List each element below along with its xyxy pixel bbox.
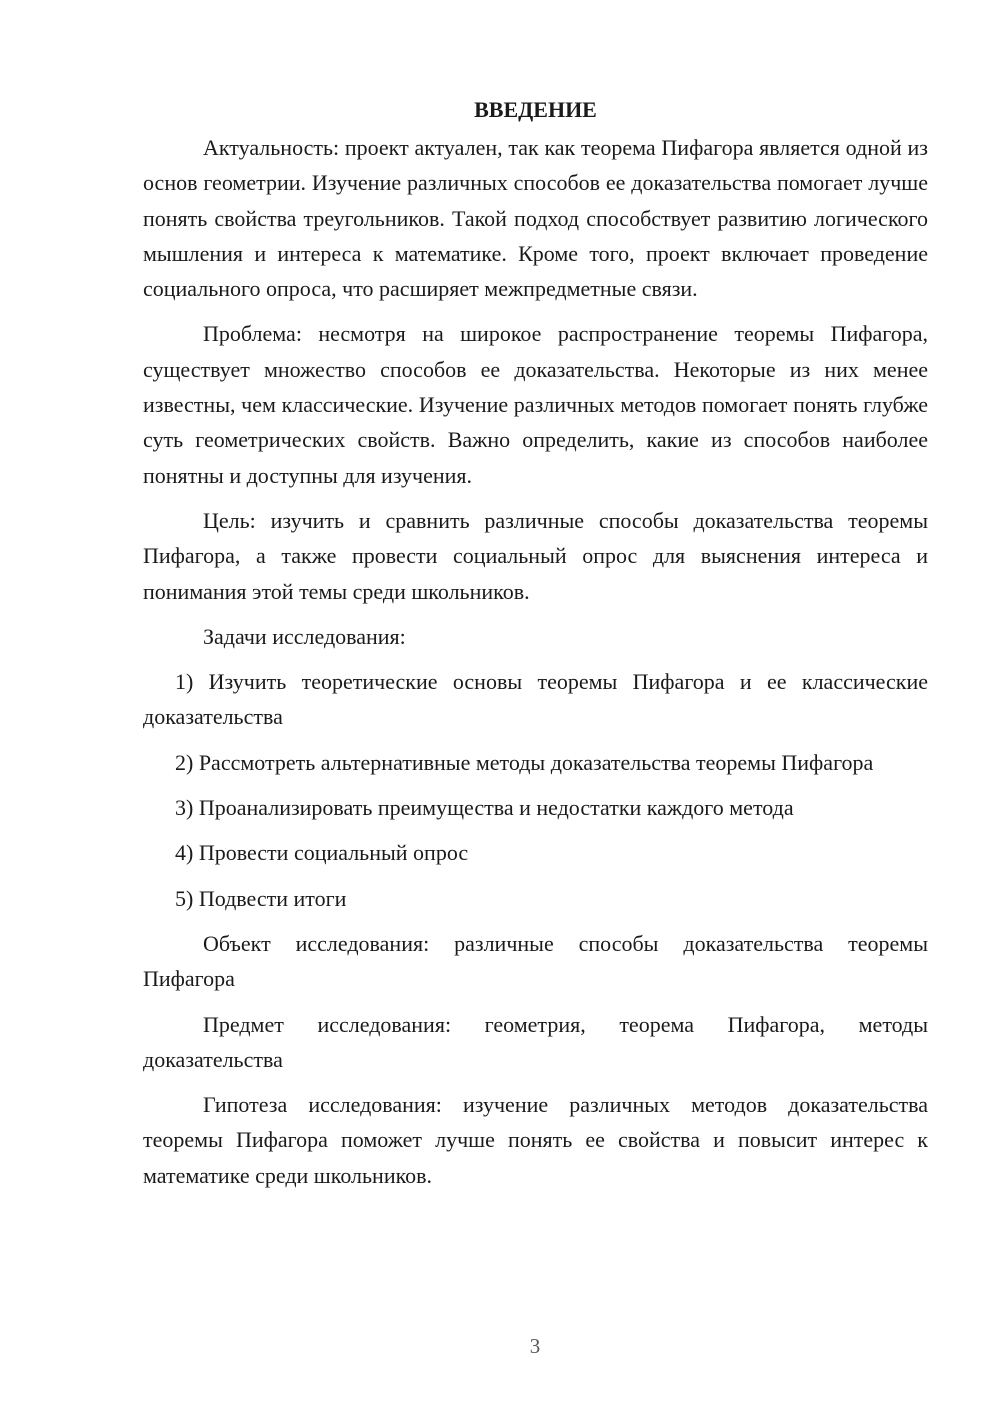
tasks-title: Задачи исследования:: [203, 623, 406, 649]
list-item-task-4: 4) Провести социальный опрос: [175, 840, 469, 866]
paragraph-object: Объект исследования: различные способы доказательства теоремы Пифагора: [143, 930, 928, 992]
list-item-task-3: 3) Проанализировать преимущества и недостатки каждого метода: [175, 795, 794, 821]
document-page: [143, 92, 928, 1203]
paragraph-problem: Проблема: несмотря на широкое распространение теоремы Пифагора, существует множество способов ее доказательства. Некоторые из них менее известны, чем классические. Изучение различных методов помогает понять глубже суть геометрических свойств. Важно определить, какие из способов наиболее понятны и доступны для изучения.: [143, 321, 928, 488]
paragraph-goal: Цель: изучить и сравнить различные способы доказательства теоремы Пифагора, а также провести социальный опрос для выяснения интереса и понимания этой темы среди школьников.: [143, 507, 928, 604]
paragraph-relevance: Актуальность: проект актуален, так как теорема Пифагора является одной из основ геометрии. Изучение различных способов ее доказательства помогает лучше понять свойства треугольников. Такой подход способствует развитию логического мышления и интереса к математике. Кроме того, проект включает проведение социального опроса, что расширяет межпредметные связи.: [143, 135, 928, 302]
paragraph-subject: Предмет исследования: геометрия, теорема Пифагора, методы доказательства: [143, 1011, 928, 1072]
list-item-task-1: 1) Изучить теоретические основы теоремы Пифагора и ее классические доказательства: [143, 669, 928, 730]
page-title: ВВЕДЕНИЕ: [474, 97, 597, 122]
list-item-task-2: 2) Рассмотреть альтернативные методы доказательства теоремы Пифагора: [175, 749, 874, 775]
page-number: 3: [529, 1334, 541, 1358]
paragraph-hypothesis: Гипотеза исследования: изучение различных методов доказательства теоремы Пифагора поможет лучше понять ее свойства и повысит интерес к математике среди школьников.: [143, 1092, 928, 1188]
list-item-task-5: 5) Подвести итоги: [175, 885, 347, 911]
